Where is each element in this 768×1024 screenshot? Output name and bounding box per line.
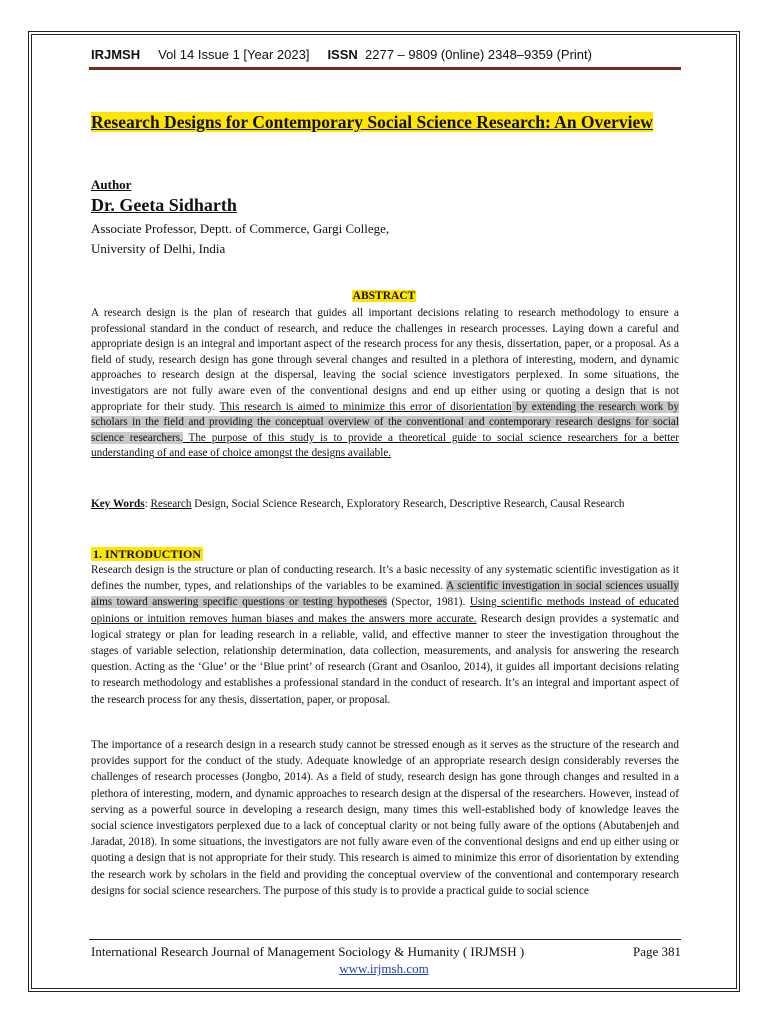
affiliation-line-1: Associate Professor, Deptt. of Commerce, Gargi College, [91,221,390,236]
abstract-body [91,306,679,462]
abstract-text-highlighted: by extending the research work by scholars in the field and providing the conceptual overview of the conventional and contemporary research designs for social science researchers. [91,400,679,444]
introduction-paragraph-2: The importance of a research design in a research study cannot be stressed enough as it serves as the structure of the research and provides support for the conduct of the study. Adequate knowledge of an appropriate research design considerably reverses the challenges of research processes (Jongbo, 2014). As a field of study, research design has gone through changes and resulted in a plethora of interesting, modern, and dynamic approaches to research design at the dispersal of the researchers. However, instead of serving as a powerful source in developing a research design, many times this well-established body of knowledge leaves the social science investigators perplexed due to a lack of conceptual clarity or not being fully aware of the options (Abutabenjeh and Jaradat, 2018). In some situations, the investigators are not fully aware even of the conventional designs and end up either using or quoting a design that is not appropriate for their study. This research is aimed to minimize this error of disorientation by extending the research work by scholars in the field and providing the conceptual overview of the conventional and contemporary research designs for social science researchers. The purpose of this study is to provide a practical guide to social science [91,739,679,897]
abstract-heading-text: ABSTRACT [352,290,416,302]
author-label: Author [91,177,132,192]
intro-p1-rest: Research design provides a systematic and logical strategy or plan for leading research in a reliable, valid, and effective manner to steer the investigation throughout the stages of variable selection, relationship determination, data collection, measurements, and analysis for answering the research question. Acting as the ‘Glue’ or the ‘Blue print’ of research (Grant and Osanloo, 2014), it guides all important decisions relating to research methodology and establishes a professional standard in the conduct of research. It’s an integral and important aspect of the research process for any thesis, dissertation, paper, or proposal. [91,612,679,706]
page-number: Page 381 [632,944,681,959]
running-footer [91,944,681,960]
intro-p1-highlight: A scientific investigation in social sciences usually aims toward answering specific questions or testing hypotheses [91,580,679,609]
author-name: Dr. Geeta Sidharth [91,195,237,215]
intro-p1-cite: (Spector, 1981). [387,596,470,609]
keywords-first: Research [150,498,192,510]
footer-journal: International Research Journal of Management Sociology & Humanity ( IRJMSH ) [91,944,525,959]
keywords: Key Words: Research Design, Social Science Research, Exploratory Research, Descriptive Research, Causal Research [91,498,625,510]
footer-rule [89,939,681,940]
issn-values: 2277 – 9809 (0nline) 2348–9359 (Print) [365,47,592,62]
journal-url-link[interactable]: www.irjmsh.com [339,961,429,976]
volume-info: Vol 14 Issue 1 [Year 2023] [158,47,310,62]
introduction-heading-text: 1. INTRODUCTION [93,547,202,561]
keywords-rest: Design, Social Science Research, Exploratory Research, Descriptive Research, Causal Research [191,498,625,510]
introduction-heading [91,547,203,562]
article-title-text: Research Designs for Contemporary Social Science Research: An Overview [91,112,653,132]
introduction-paragraph-1 [91,562,679,708]
running-header [91,47,681,62]
intro-p1-a: Research design is the structure or plan of conducting research. It’s a basic necessity of any systematic scientific investigation as it defines the number, types, and relationships of the variables to be examined. [91,564,679,593]
affiliation-line-2: University of Delhi, India [91,241,226,256]
author-affiliation [91,219,389,259]
journal-abbr: IRJMSH [91,47,141,62]
abstract-text-purpose: The purpose of this study is to provide a theoretical guide to social science researchers for a better understanding of and ease of choice amongst the designs available. [91,431,679,460]
article-title [91,110,679,134]
header-rule [89,67,681,70]
issn-label: ISSN [327,47,358,62]
abstract-heading [0,290,768,302]
intro-p1-underlined: Using scientific methods instead of educated opinions or intuition removes human biases and makes the answers more accurate. [91,596,680,625]
abstract-text-underlined: This research is aimed to minimize this error of disorientation [219,400,512,413]
abstract-text-1: A research design is the plan of research that guides all important decisions relating to research methodology to ensure a professional standard in the conduct of research, and reduce the challenges in research processes. Laying down a careful and appropriate design is an integral and important aspect of the research process for any thesis, dissertation, paper, or a proposal. As a field of study, research design has gone through several changes and resulted in a plethora of interesting, modern, and dynamic approaches to research design at the dispersal, leaving the social science investigators perplexed. In some situations, the investigators are not fully aware even of the conventional designs and end up either using or quoting a design that is not appropriate for their study. [91,307,679,413]
keywords-label: Key Words [91,498,145,510]
